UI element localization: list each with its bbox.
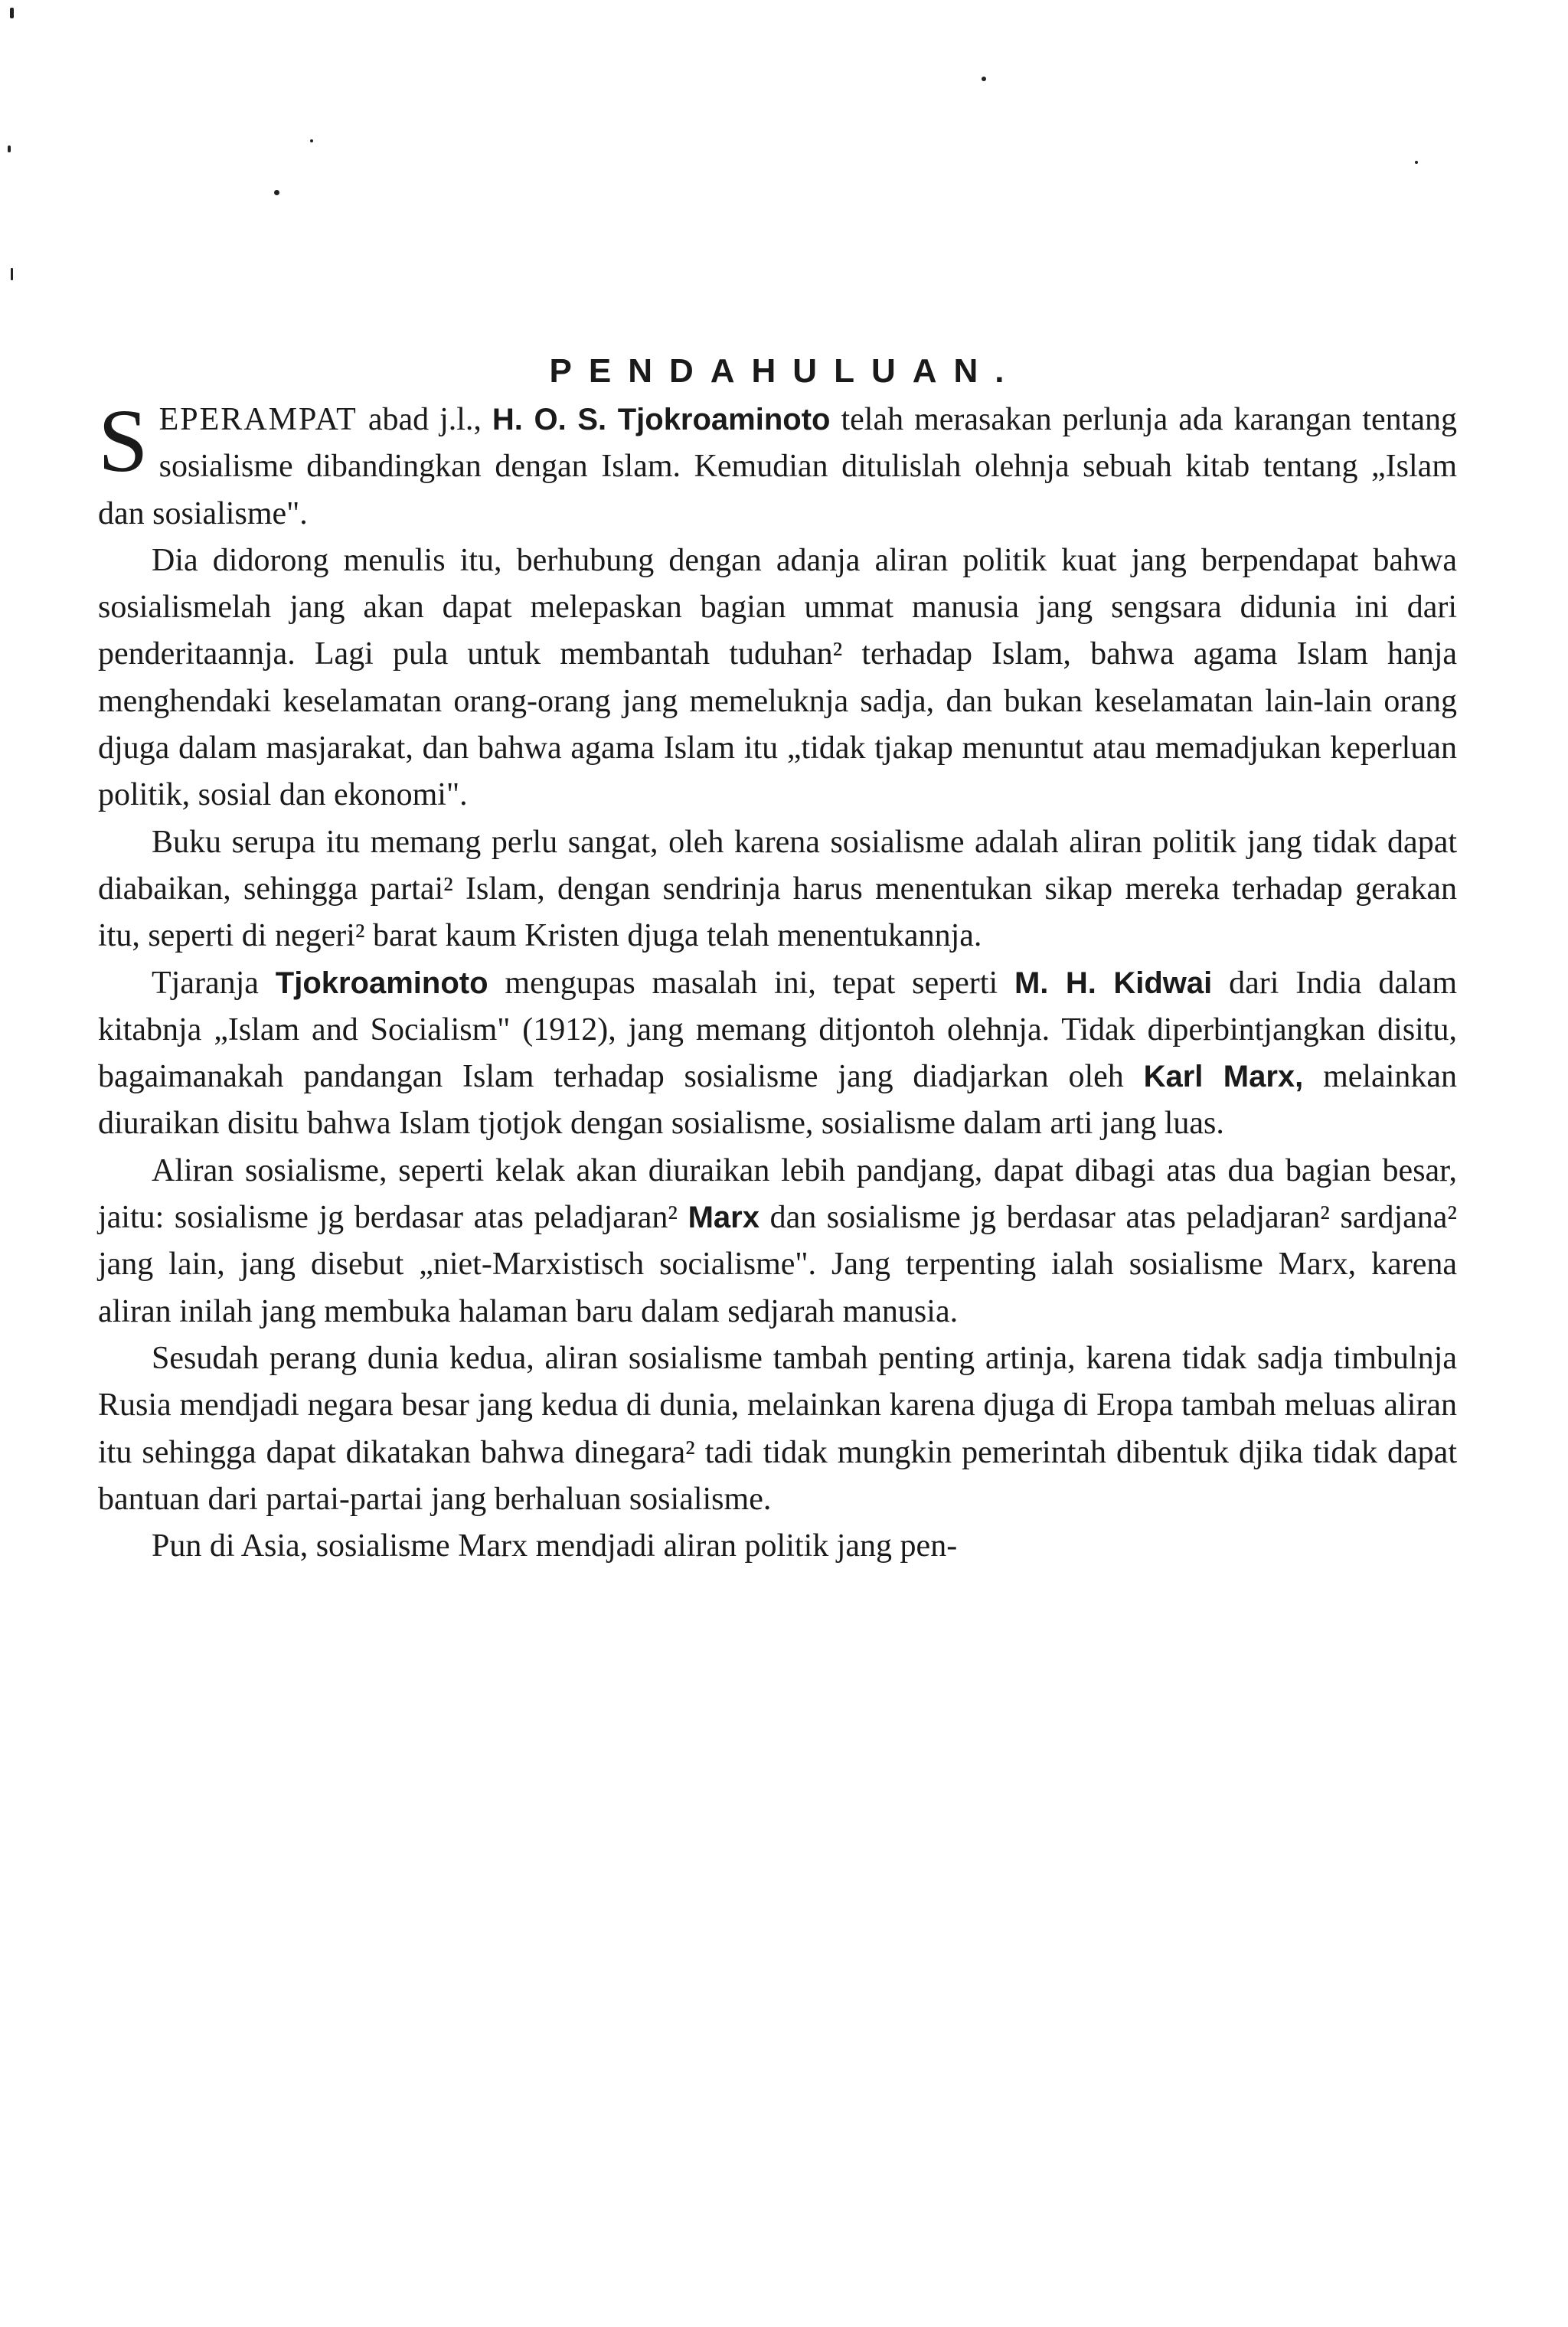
- paragraph-3: Buku serupa itu memang perlu sangat, oleh karena sosialisme adalah aliran politik jang tidak dapat diabaikan, sehingga partai² Islam, dengan sendrinja harus menentukan sikap mereka terhadap gerakan itu, seperti di negeri² barat kaum Kristen djuga telah menentukannja.: [98, 824, 1457, 954]
- scan-speck: [10, 8, 14, 18]
- paragraph-lead: EPERAMPAT: [158, 402, 358, 437]
- paragraph-7: Pun di Asia, sosialisme Marx mendjadi aliran politik jang pen-: [152, 1528, 958, 1564]
- paragraph-2: Dia didorong menulis itu, berhubung dengan adanja aliran politik kuat jang berpendapat bahwa sosialismelah jang akan dapat melepaskan bagian ummat manusia jang sengsara didunia ini dari penderitaannja. Lagi pula untuk membantah tuduhan² terhadap Islam, bahwa agama Islam hanja menghendaki keselamatan orang-orang jang memeluknja sadja, dan bukan keselamatan lain-lain orang djuga dalam masjarakat, dan bahwa agama Islam itu „tidak tjakap menuntut atau memadjukan keperluan politik, sosial dan ekonomi".: [98, 542, 1457, 813]
- paragraph-text: telah merasakan perlunja ada karangan tentang sosialisme dibandingkan dengan Islam. Kemudian ditulislah olehnja sebuah kitab tentang „Islam dan sosialisme".: [98, 402, 1457, 531]
- paragraph-text: melainkan diuraikan disitu bahwa Islam tjotjok dengan sosialisme, sosialisme dalam arti jang luas.: [98, 1059, 1458, 1142]
- paragraph-4: [98, 960, 1457, 1148]
- author-name: M. H. Kidwai: [1014, 966, 1213, 1000]
- paragraph-text: Tjaranja: [152, 965, 276, 1001]
- author-name: Marx: [688, 1201, 760, 1235]
- drop-cap: S: [98, 391, 149, 491]
- paragraph-6: Sesudah perang dunia kedua, aliran sosialisme tambah penting artinja, karena tidak sadja timbulnja Rusia mendjadi negara besar jang kedua di dunia, melainkan karena djuga di Eropa tambah meluas aliran itu sehingga dapat dikatakan bahwa dinegara² tadi tidak mungkin pemerintah dibentuk djika tidak dapat bantuan dari partai-partai jang berhaluan sosialisme.: [98, 1340, 1457, 1517]
- paragraph-text: abad j.l.,: [357, 402, 492, 437]
- paragraph-5: [98, 1148, 1457, 1335]
- scan-speck: [310, 139, 313, 142]
- paragraph-text: dari India dalam kitabnja „Islam and Socialism" (1912), jang memang ditjontoh olehnja. Tidak diperbintjangkan disitu, bagaimanakah pandangan Islam terhadap sosialisme jang diadjarkan oleh: [98, 965, 1457, 1095]
- scan-speck: [8, 145, 11, 152]
- paragraph-text: dan sosialisme jg berdasar atas peladjaran² sardjana² jang lain, jang disebut „niet-Marxistisch socialisme". Jang terpenting ialah sosialisme Marx, karena aliran inilah jang membuka halaman baru dalam sedjarah manusia.: [98, 1200, 1457, 1329]
- paragraph-text: mengupas masalah ini, tepat seperti: [488, 965, 1014, 1001]
- author-name: H. O. S. Tjokroaminoto: [492, 403, 831, 436]
- page-content: [98, 352, 1457, 1570]
- scan-speck: [274, 190, 279, 195]
- scan-speck: [11, 268, 13, 280]
- author-name: Tjokroaminoto: [275, 966, 488, 1000]
- paragraph-1: [98, 391, 1457, 538]
- author-name: Karl Marx,: [1143, 1060, 1304, 1094]
- scan-speck: [1415, 161, 1418, 164]
- paragraph-text: Aliran sosialisme, seperti kelak akan diuraikan lebih pandjang, dapat dibagi atas dua bagian besar, jaitu: sosialisme jg berdasar atas peladjaran²: [98, 1152, 1457, 1236]
- scan-speck: [982, 77, 986, 81]
- page-heading: PENDAHULUAN.: [549, 352, 1021, 390]
